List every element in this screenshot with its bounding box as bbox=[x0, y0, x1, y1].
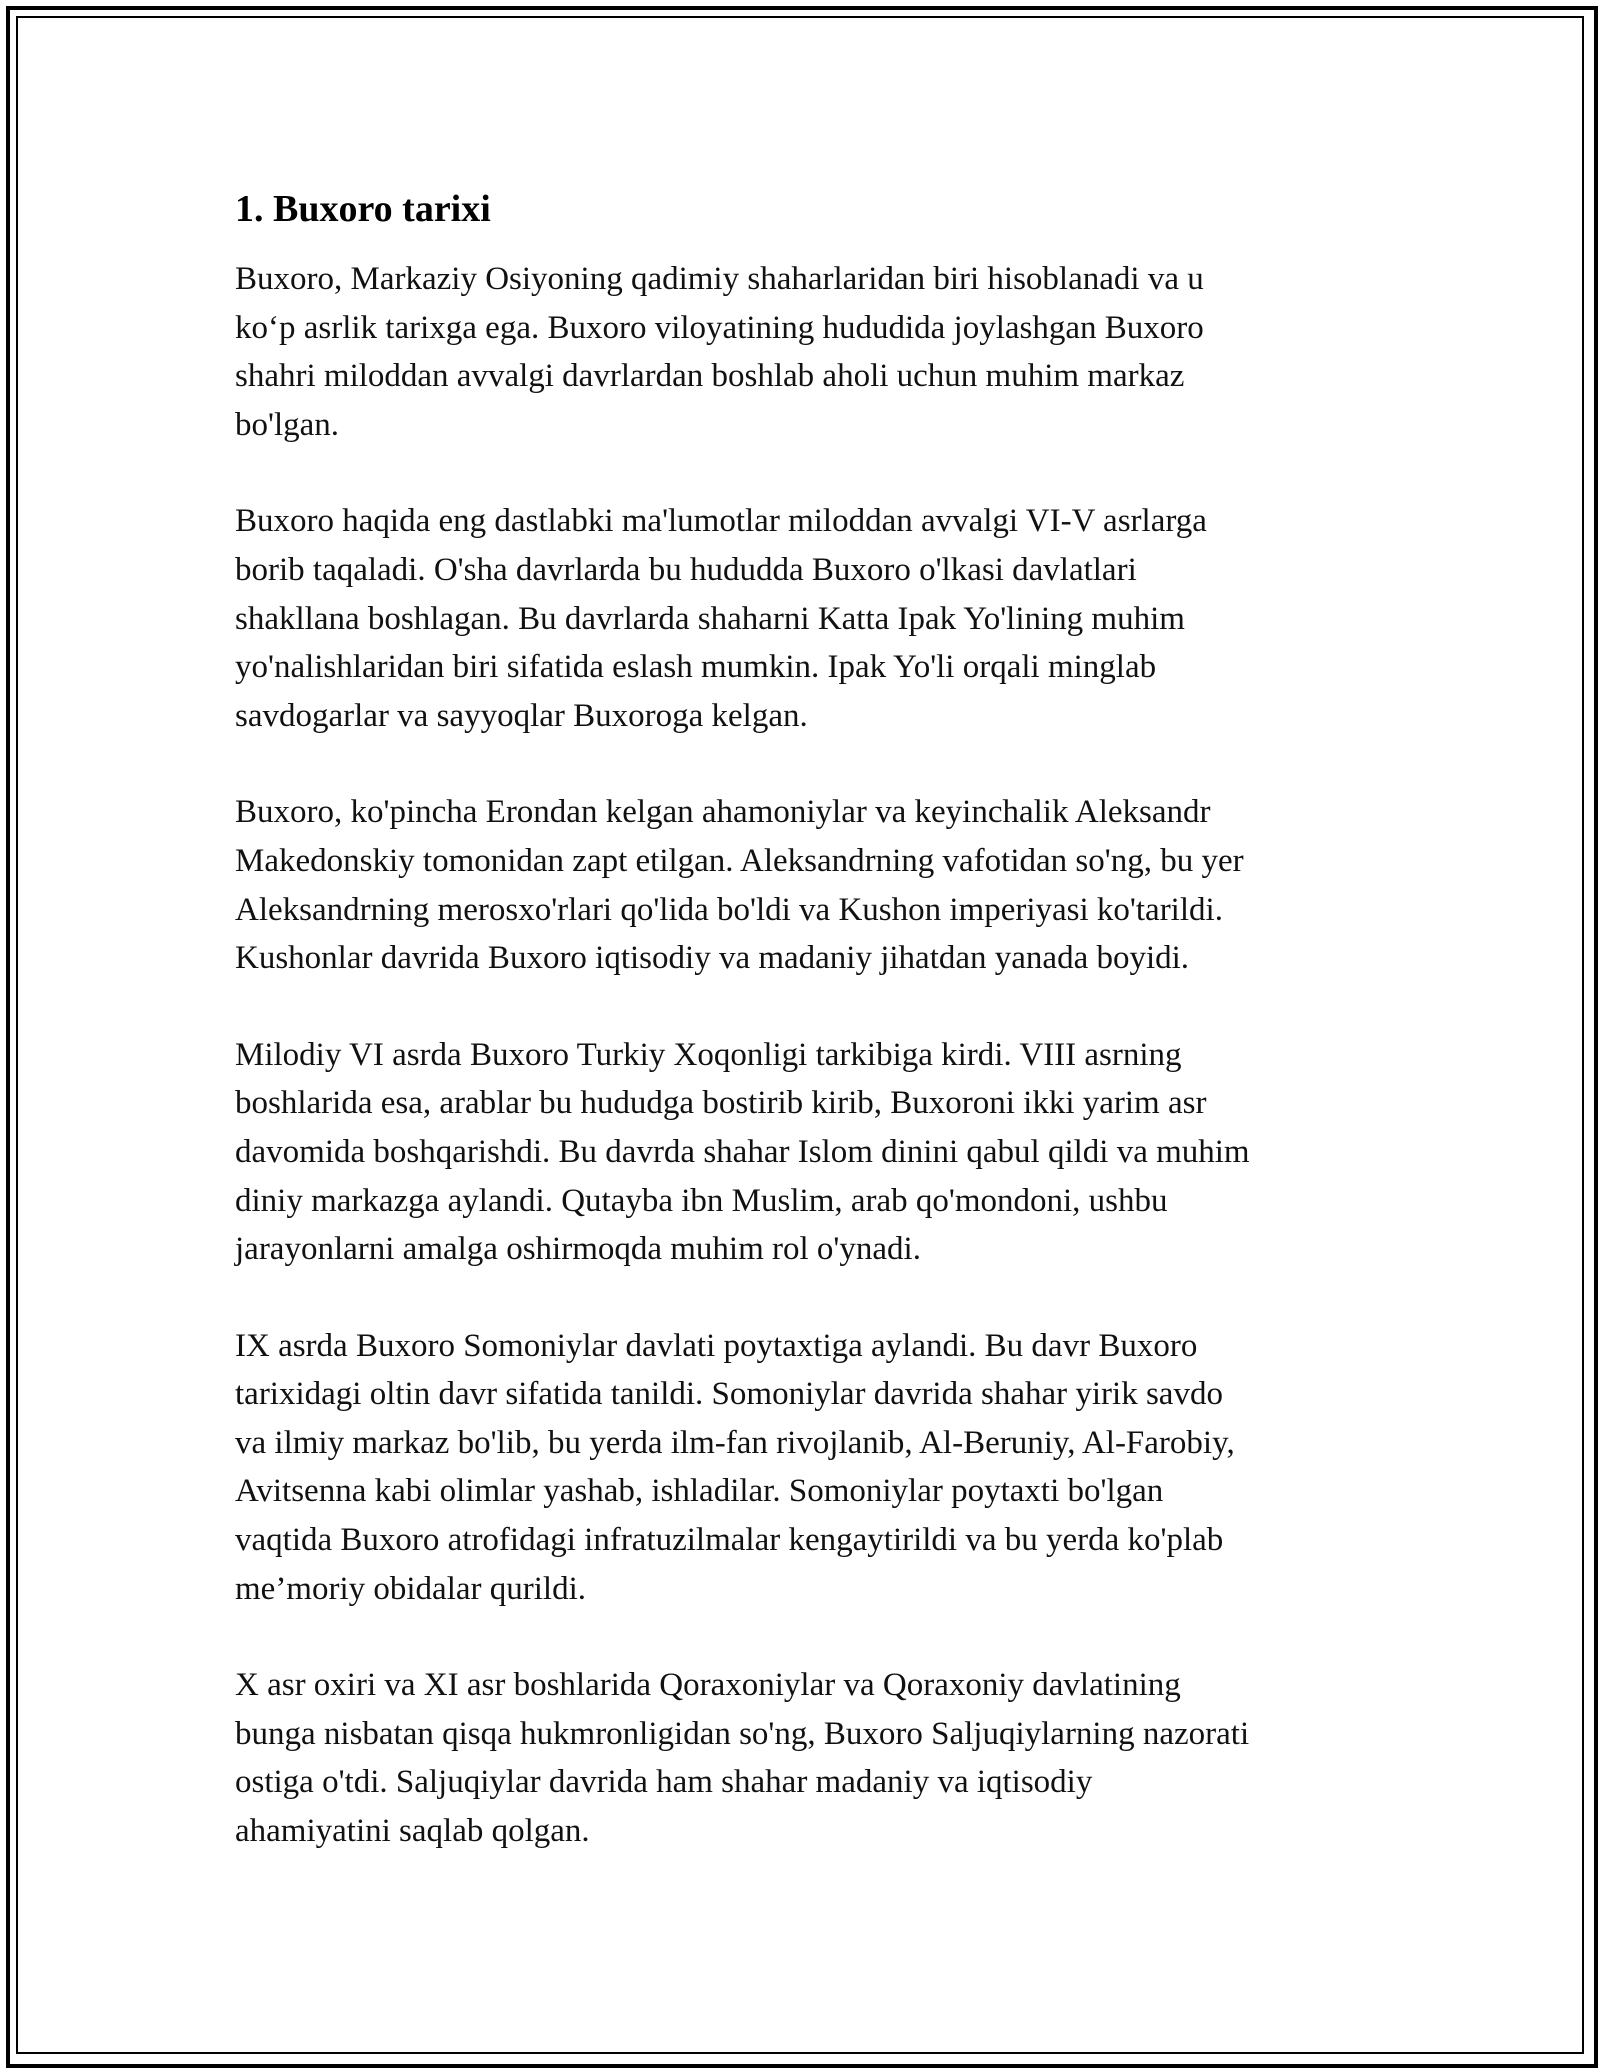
section-heading: 1. Buxoro tarixi bbox=[235, 188, 491, 230]
paragraph-1: Buxoro, Markaziy Osiyoning qadimiy shaharlaridan biri hisoblanadi va u ko‘p asrlik tarixga ega. Buxoro viloyatining hududida joylashgan Buxoro shahri miloddan avvalgi davrlardan boshlab aholi uchun muhim markaz bo'lgan. bbox=[235, 261, 1204, 443]
document-body bbox=[235, 185, 1375, 1904]
paragraph-2: Buxoro haqida eng dastlabki ma'lumotlar miloddan avvalgi VI-V asrlarga borib taqaladi. O'sha davrlarda bu hududda Buxoro o'lkasi davlatlari shakllana boshlagan. Bu davrlarda shaharni Katta Ipak Yo'lining muhim yo'nalishlaridan biri sifatida eslash mumkin. Ipak Yo'li orqali minglab savdogarlar va sayyoqlar Buxoroga kelgan. bbox=[235, 503, 1207, 734]
paragraph-3: Buxoro, ko'pincha Erondan kelgan ahamoniylar va keyinchalik Aleksandr Makedonskiy tomonidan zapt etilgan. Aleksandrning vafotidan so'ng, bu yer Aleksandrning merosxo'rlari qo'lida bo'ldi va Kushon imperiyasi ko'tarildi. Kushonlar davrida Buxoro iqtisodiy va madaniy jihatdan yanada boyidi. bbox=[235, 794, 1244, 977]
paragraph-4: Milodiy VI asrda Buxoro Turkiy Xoqonligi tarkibiga kirdi. VIII asrning boshlarida esa, arablar bu hududga bostirib kirib, Buxoroni ikki yarim asr davomida boshqarishdi. Bu davrda shahar Islom dinini qabul qildi va muhim diniy markazga aylandi. Qutayba ibn Muslim, arab qo'mondoni, ushbu jarayonlarni amalga oshirmoqda muhim rol o'ynadi. bbox=[235, 1036, 1250, 1268]
paragraph-6: X asr oxiri va XI asr boshlarida Qoraxoniylar va Qoraxoniy davlatining bunga nisbatan qisqa hukmronligidan so'ng, Buxoro Saljuqiylarning nazorati ostiga o'tdi. Saljuqiylar davrida ham shahar madaniy va iqtisodiy ahamiyatini saqlab qolgan. bbox=[235, 1667, 1250, 1850]
paragraph-5: IX asrda Buxoro Somoniylar davlati poytaxtiga aylandi. Bu davr Buxoro tarixidagi oltin davr sifatida tanildi. Somoniylar davrida shahar yirik savdo va ilmiy markaz bo'lib, bu yerda ilm-fan rivojlanib, Al-Beruniy, Al-Farobiy, Avitsenna kabi olimlar yashab, ishladilar. Somoniylar poytaxti bo'lgan vaqtida Buxoro atrofidagi infratuzilmalar kengaytirildi va bu yerda ko'plab me’moriy obidalar qurildi. bbox=[235, 1327, 1235, 1607]
